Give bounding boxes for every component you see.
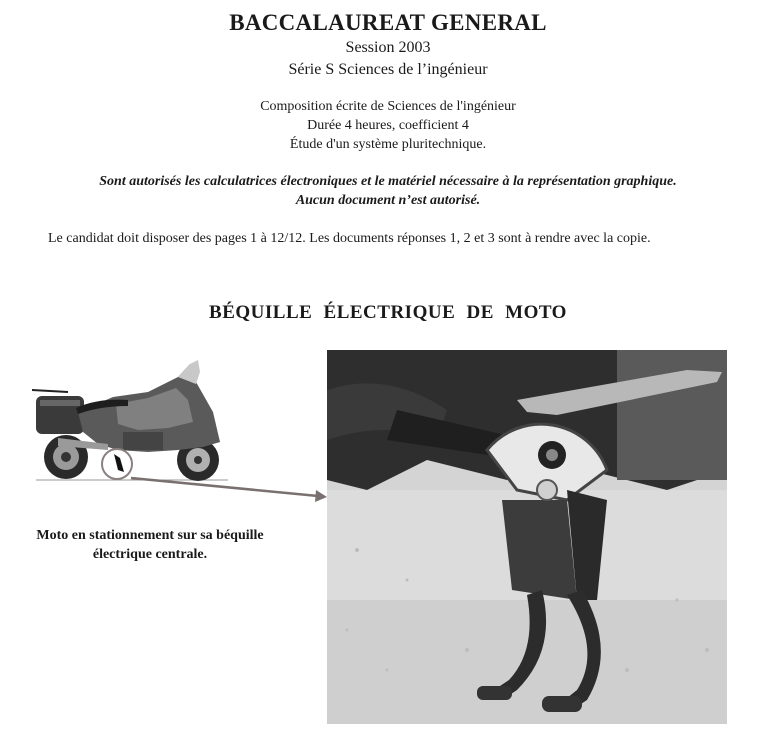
exam-study: Étude d'un système pluritechnique. [289,137,487,152]
exam-duration: Durée 4 heures, coefficient 4 [307,118,469,133]
exam-serie: Série S Sciences de l’ingénieur [288,61,488,78]
candidate-instructions: Le candidat doit disposer des pages 1 à 12/12. Les documents réponses 1, 2 et 3 sont à rendre avec la copie. [48,231,651,246]
authorization-line-2: Aucun document n’est autorisé. [295,193,481,208]
exam-title: BACCALAUREAT GENERAL [229,10,547,35]
kickstand-photo [327,350,727,724]
authorization-line-1: Sont autorisés les calculatrices électroniques et le matériel nécessaire à la représentation graphique. [99,174,677,189]
exam-composition: Composition écrite de Sciences de l'ingénieur [260,99,516,114]
exam-session: Session 2003 [345,39,431,56]
figure-caption: Moto en stationnement sur sa béquille électrique centrale. [36,528,264,562]
motorcycle-icon [28,352,238,492]
section-heading: BÉQUILLE ÉLECTRIQUE DE MOTO [209,302,567,323]
